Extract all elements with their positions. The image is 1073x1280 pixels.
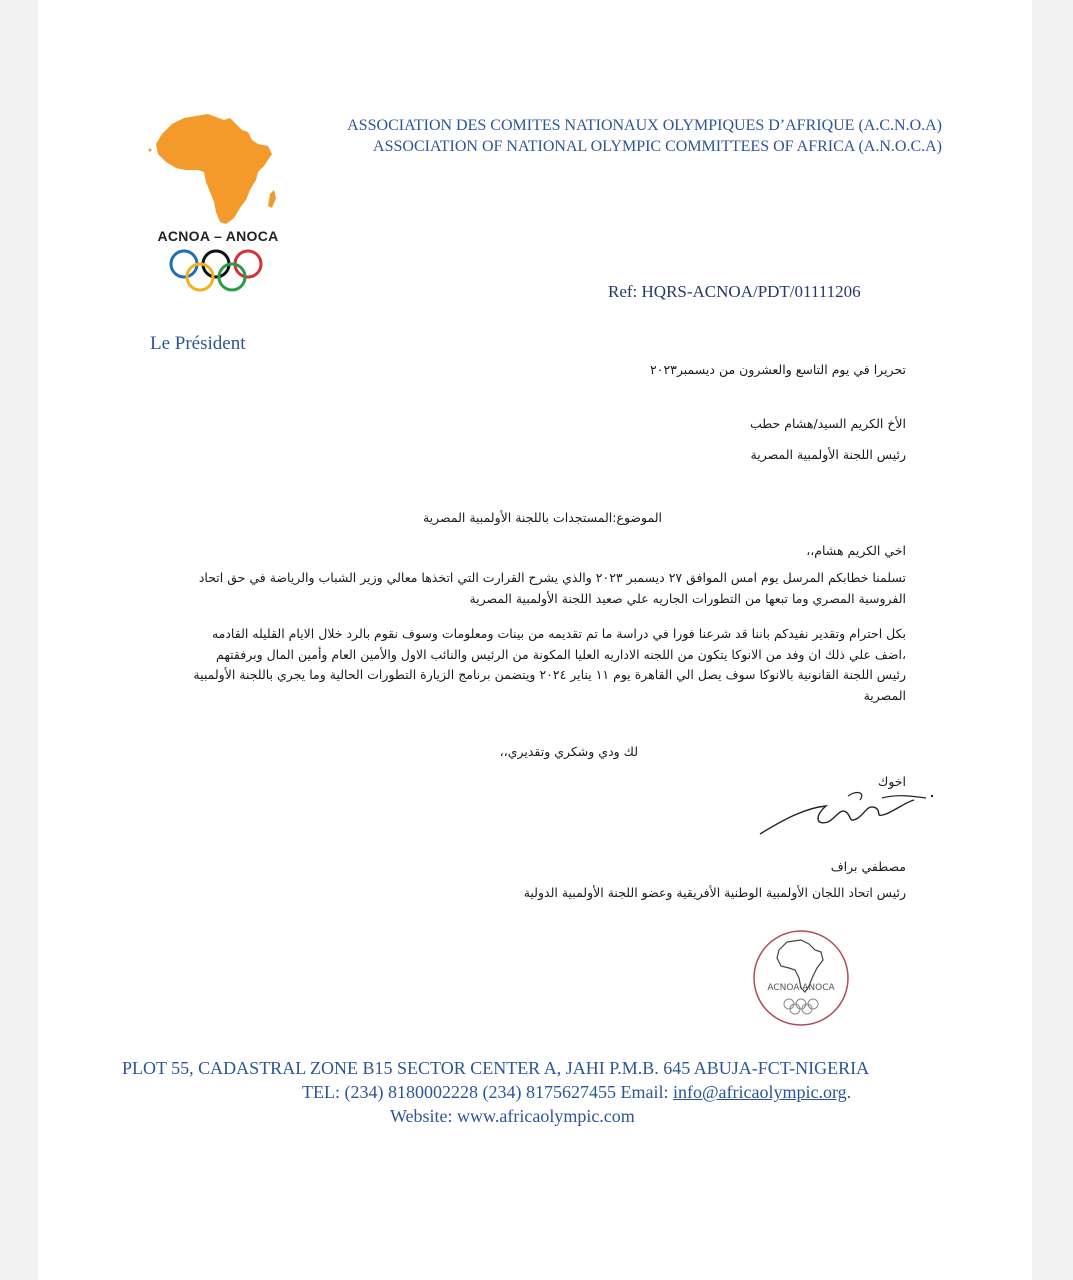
- paragraph-1: تسلمنا خطابكم المرسل يوم امس الموافق ٢٧ ديسمبر ٢٠٢٣ والذي يشرح القرارت التي اتخذها معالي وزير الشباب والرياضة في حق اتحاد الفروسية المصري وما تبعها من التطورات الجاريه علي صعيد اللجنة الأولمبية المصرية: [198, 570, 906, 606]
- olympic-rings-icon: [166, 248, 266, 294]
- paragraph-2: بكل احترام وتقدير نفيدكم باننا قد شرعنا فورا في دراسة ما تم تقديمه من بينات ومعلومات وسوف نقوم بالرد خلال الايام القليله القادمه ،اضف علي ذلك ان وفد من الانوكا يتكون من اللجنه الاداريه العليا المكونة من الرئيس والنائب الاول والأمين العام وأمين المال وبرفقتهم رئيس اللجنة القانونية بالانوكا سوف يصل الي القاهرة يوم ١١ يناير ٢٠٢٤ ويتضمن برنامج الزيارة التطورات الحالية وما يجري باللجنة الأولمبية المصرية: [193, 626, 906, 703]
- recipient-name: الأخ الكريم السيد/هشام حطب: [750, 416, 906, 431]
- letter-subject: الموضوع:المستجدات باللجنة الأولمبية المصرية: [422, 510, 662, 525]
- letter-closing: لك ودي وشكري وتقديري،،: [499, 744, 638, 759]
- letter-date: تحريرا في يوم التاسع والعشرون من ديسمبر٢٠٢٣: [650, 362, 906, 377]
- footer-tel: TEL: (234) 8180002228 (234) 8175627455 Email:: [302, 1082, 669, 1102]
- sender-title: رئيس اتحاد اللجان الأولمبية الوطنية الأفريقية وعضو اللجنة الأولمبية الدولية: [523, 885, 906, 900]
- footer-address: PLOT 55, CADASTRAL ZONE B15 SECTOR CENTER A, JAHI P.M.B. 645 ABUJA-FCT-NIGERIA: [122, 1058, 870, 1078]
- letter-page: [38, 0, 1032, 1280]
- sign-off: اخوك: [878, 774, 906, 789]
- footer-contact: [302, 1082, 851, 1103]
- africa-map-logo-icon: [146, 110, 286, 230]
- letter-greeting: اخي الكريم هشام،،: [806, 543, 906, 558]
- footer-email-suffix: .: [846, 1082, 852, 1102]
- seal-text: ACNOA-ANOCA: [767, 983, 835, 993]
- header-title-en: ASSOCIATION OF NATIONAL OLYMPIC COMMITTEES OF AFRICA (A.N.O.C.A): [373, 138, 942, 155]
- president-title: Le Président: [150, 333, 246, 354]
- logo-label: ACNOA – ANOCA: [157, 228, 279, 244]
- reference-number: Ref: HQRS-ACNOA/PDT/01111206: [608, 282, 861, 301]
- sender-name: مصطفي براف: [830, 859, 906, 874]
- footer-website[interactable]: Website: www.africaolympic.com: [390, 1106, 635, 1126]
- header-title-fr: ASSOCIATION DES COMITES NATIONAUX OLYMPIQUES D’AFRIQUE (A.C.N.O.A): [347, 117, 942, 134]
- signature-icon: [756, 778, 936, 842]
- recipient-title: رئيس اللجنة الأولمبية المصرية: [750, 447, 906, 462]
- seal-stamp-icon: [751, 928, 851, 1028]
- footer-email-link[interactable]: info@africaolympic.org: [672, 1082, 847, 1102]
